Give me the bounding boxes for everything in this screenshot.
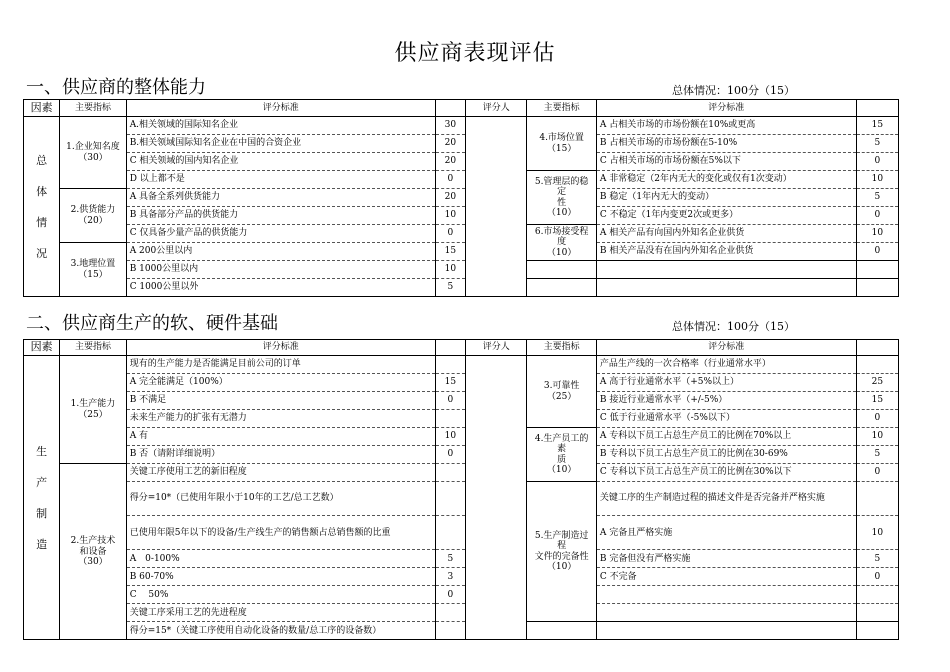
criteria-cell: B 60-70% bbox=[126, 568, 435, 586]
criteria-cell: B 接近行业通常水平（+/-5%） bbox=[596, 392, 856, 410]
criteria-cell: C 相关领域的国内知名企业 bbox=[126, 153, 435, 171]
header-factor: 因素 bbox=[24, 340, 60, 356]
main-indicator-text: （10） bbox=[546, 562, 577, 573]
criteria-cell: A 具备全系列供货能力 bbox=[126, 189, 435, 207]
score-cell: 3 bbox=[435, 568, 465, 586]
section-2-summary: 总体情况：100分（15） bbox=[672, 320, 795, 333]
criteria-cell: D 以上都不是 bbox=[126, 171, 435, 189]
page-title: 供应商表现评估 bbox=[394, 41, 556, 66]
score-cell: 10 bbox=[435, 428, 465, 446]
criteria-cell: 关键工序的生产制造过程的描述文件是否完备并严格实施 bbox=[596, 482, 856, 516]
main-indicator-cell bbox=[527, 428, 596, 482]
main-indicator-text: （25） bbox=[78, 409, 108, 420]
criteria-cell bbox=[596, 586, 856, 604]
main-indicator-text: （20） bbox=[78, 215, 108, 226]
criteria-cell: C 仅具备少量产品的供货能力 bbox=[126, 225, 435, 243]
score-cell: 25 bbox=[856, 374, 898, 392]
header-score-blank bbox=[435, 100, 465, 117]
score-cell: 5 bbox=[856, 550, 898, 568]
score-cell: 10 bbox=[856, 225, 898, 243]
main-indicator-text: 5.生产制造过程 bbox=[534, 531, 589, 552]
main-indicator-text: 文件的完备性 bbox=[534, 551, 589, 562]
score-cell: 10 bbox=[856, 428, 898, 446]
score-cell: 5 bbox=[435, 279, 465, 297]
criteria-cell: A 占相关市场的市场份额在10%或更高 bbox=[596, 117, 856, 135]
score-cell bbox=[435, 410, 465, 428]
header-criteria: 评分标准 bbox=[126, 100, 435, 117]
empty-cell bbox=[527, 279, 596, 297]
criteria-cell: C 50% bbox=[126, 586, 435, 604]
main-indicator-cell bbox=[527, 171, 596, 225]
factor-cell bbox=[24, 117, 60, 297]
score-cell: 0 bbox=[856, 153, 898, 171]
score-cell: 0 bbox=[435, 171, 465, 189]
table-row bbox=[24, 279, 899, 297]
empty-cell bbox=[856, 261, 898, 279]
score-cell: 0 bbox=[856, 207, 898, 225]
table-row bbox=[24, 207, 899, 225]
criteria-cell: B 否（请附详细说明） bbox=[126, 446, 435, 464]
table-row bbox=[24, 243, 899, 261]
main-indicator-text: 4.生产员工的素 bbox=[534, 433, 589, 455]
criteria-cell: A 有 bbox=[126, 428, 435, 446]
table-row bbox=[24, 374, 899, 392]
score-cell bbox=[856, 356, 898, 374]
score-cell: 10 bbox=[435, 207, 465, 225]
score-cell bbox=[856, 586, 898, 604]
main-indicator-cell bbox=[527, 117, 596, 171]
empty-cell bbox=[527, 261, 596, 279]
criteria-cell: B 完备但没有严格实施 bbox=[596, 550, 856, 568]
header-criteria: 评分标准 bbox=[596, 340, 856, 356]
header-criteria: 评分标准 bbox=[596, 100, 856, 117]
main-indicator-cell bbox=[60, 117, 126, 189]
main-indicator-text: 4.市场位置 bbox=[539, 133, 584, 144]
score-cell: 5 bbox=[856, 446, 898, 464]
criteria-cell: A 高于行业通常水平（+5%以上） bbox=[596, 374, 856, 392]
empty-cell bbox=[596, 622, 856, 640]
table-row bbox=[24, 622, 899, 640]
factor-char: 制 bbox=[36, 506, 48, 520]
table-row bbox=[24, 410, 899, 428]
main-indicator-text: （30） bbox=[78, 556, 108, 567]
main-indicator-text: 3.地理位置 bbox=[70, 259, 116, 270]
score-cell bbox=[435, 604, 465, 622]
criteria-cell: 产品生产线的一次合格率（行业通常水平） bbox=[596, 356, 856, 374]
table-row bbox=[24, 171, 899, 189]
criteria-cell: C 专科以下员工占总生产员工的比例在30%以下 bbox=[596, 464, 856, 482]
main-indicator-cell bbox=[60, 356, 126, 464]
criteria-cell bbox=[596, 604, 856, 622]
score-cell: 15 bbox=[435, 243, 465, 261]
header-evaluator: 评分人 bbox=[466, 100, 527, 117]
table-row bbox=[24, 189, 899, 207]
table-row bbox=[24, 135, 899, 153]
table-row bbox=[24, 482, 899, 516]
main-indicator-text: 性 bbox=[557, 197, 567, 208]
factor-char: 情 bbox=[36, 215, 48, 229]
main-indicator-text: （10） bbox=[546, 464, 577, 475]
main-indicator-cell bbox=[60, 189, 126, 243]
score-cell: 15 bbox=[435, 374, 465, 392]
table-row bbox=[24, 516, 899, 550]
factor-char: 总 bbox=[36, 153, 48, 167]
score-cell: 20 bbox=[435, 135, 465, 153]
main-indicator-text: 2.供货能力 bbox=[70, 205, 116, 216]
score-cell bbox=[435, 622, 465, 640]
criteria-cell: C 不完备 bbox=[596, 568, 856, 586]
header-main-indicator: 主要指标 bbox=[60, 100, 126, 117]
main-indicator-text: 质 bbox=[557, 454, 567, 465]
score-cell: 20 bbox=[435, 189, 465, 207]
criteria-cell: A 相关产品有向国内外知名企业供货 bbox=[596, 225, 856, 243]
criteria-cell: 关键工序使用工艺的新旧程度 bbox=[126, 464, 435, 482]
score-cell: 10 bbox=[435, 261, 465, 279]
score-cell: 0 bbox=[435, 586, 465, 604]
table-row bbox=[24, 604, 899, 622]
header-main-indicator: 主要指标 bbox=[60, 340, 126, 356]
table-row bbox=[24, 446, 899, 464]
main-indicator-cell bbox=[60, 243, 126, 297]
table-row bbox=[24, 568, 899, 586]
score-cell: 5 bbox=[856, 189, 898, 207]
main-indicator-text: （15） bbox=[546, 143, 577, 154]
factor-cell bbox=[24, 356, 60, 640]
main-indicator-text: 2.生产技术 bbox=[70, 536, 116, 547]
criteria-cell: B 稳定（1年内无大的变动） bbox=[596, 189, 856, 207]
main-indicator-text: 3.可靠性 bbox=[543, 381, 580, 392]
criteria-cell: A 完备且严格实施 bbox=[596, 516, 856, 550]
score-cell: 10 bbox=[856, 516, 898, 550]
criteria-cell: 得分=15*（关键工序使用自动化设备的数量/总工序的设备数） bbox=[126, 622, 435, 640]
criteria-cell: C 低于行业通常水平（-5%以下） bbox=[596, 410, 856, 428]
table-row bbox=[24, 550, 899, 568]
criteria-cell: B.相关领域国际知名企业在中国的合资企业 bbox=[126, 135, 435, 153]
section-2-heading: 二、供应商生产的软、硬件基础 bbox=[26, 313, 278, 334]
score-cell: 15 bbox=[856, 117, 898, 135]
main-indicator-text: 1.生产能力 bbox=[70, 399, 116, 410]
score-cell: 0 bbox=[435, 392, 465, 410]
factor-char: 生 bbox=[36, 444, 48, 458]
criteria-cell: B 1000公里以内 bbox=[126, 261, 435, 279]
score-cell: 0 bbox=[435, 225, 465, 243]
empty-cell bbox=[527, 622, 596, 640]
factor-char: 造 bbox=[36, 537, 48, 551]
score-cell bbox=[435, 464, 465, 482]
table-row bbox=[24, 586, 899, 604]
score-cell bbox=[435, 482, 465, 516]
criteria-cell: B 占相关市场的市场份额在5-10% bbox=[596, 135, 856, 153]
table-row bbox=[24, 153, 899, 171]
criteria-cell: 关键工序采用工艺的先进程度 bbox=[126, 604, 435, 622]
section-1-summary: 总体情况：100分（15） bbox=[672, 84, 795, 97]
main-indicator-text: 5.管理层的稳定 bbox=[534, 176, 589, 198]
criteria-cell: A 完全能满足（100%） bbox=[126, 374, 435, 392]
header-score-blank bbox=[856, 340, 898, 356]
score-cell: 5 bbox=[435, 550, 465, 568]
main-indicator-cell bbox=[527, 356, 596, 428]
factor-char: 产 bbox=[36, 475, 48, 489]
criteria-cell: A 非常稳定（2年内无大的变化或仅有1次变动） bbox=[596, 171, 856, 189]
score-cell: 0 bbox=[435, 446, 465, 464]
score-cell: 30 bbox=[435, 117, 465, 135]
section-1-heading: 一、供应商的整体能力 bbox=[26, 77, 206, 98]
main-indicator-text: 和设备 bbox=[79, 546, 107, 557]
score-cell: 0 bbox=[856, 410, 898, 428]
empty-cell bbox=[856, 622, 898, 640]
table-row bbox=[24, 117, 899, 135]
score-cell bbox=[856, 482, 898, 516]
criteria-cell: C 占相关市场的市场份额在5%以下 bbox=[596, 153, 856, 171]
score-cell bbox=[856, 604, 898, 622]
criteria-cell: 现有的生产能力是否能满足目前公司的订单 bbox=[126, 356, 435, 374]
header-criteria: 评分标准 bbox=[126, 340, 435, 356]
criteria-cell: B 专科以下员工占总生产员工的比例在30-69% bbox=[596, 446, 856, 464]
section-2-table bbox=[23, 339, 899, 640]
header-main-indicator: 主要指标 bbox=[527, 100, 596, 117]
empty-cell bbox=[596, 261, 856, 279]
criteria-cell: B 具备部分产品的供货能力 bbox=[126, 207, 435, 225]
main-indicator-text: （15） bbox=[78, 269, 108, 280]
header-score-blank bbox=[435, 340, 465, 356]
empty-cell bbox=[856, 279, 898, 297]
factor-char: 况 bbox=[36, 246, 48, 260]
section-1-table bbox=[23, 99, 899, 297]
criteria-cell: C 不稳定（1年内变更2次或更多） bbox=[596, 207, 856, 225]
main-indicator-text: （25） bbox=[546, 391, 577, 402]
header-main-indicator: 主要指标 bbox=[527, 340, 596, 356]
evaluator-cell[interactable] bbox=[466, 356, 527, 640]
score-cell: 0 bbox=[856, 243, 898, 261]
criteria-cell: A 0-100% bbox=[126, 550, 435, 568]
main-indicator-cell bbox=[527, 482, 596, 622]
criteria-cell: A.相关领域的国际知名企业 bbox=[126, 117, 435, 135]
score-cell: 0 bbox=[856, 464, 898, 482]
header-evaluator: 评分人 bbox=[466, 340, 527, 356]
header-row bbox=[24, 340, 899, 356]
header-score-blank bbox=[856, 100, 898, 117]
score-cell: 10 bbox=[856, 171, 898, 189]
criteria-cell: 得分=10*（已使用年限小于10年的工艺/总工艺数） bbox=[126, 482, 435, 516]
criteria-cell: B 不满足 bbox=[126, 392, 435, 410]
header-factor: 因素 bbox=[24, 100, 60, 117]
main-indicator-text: （10） bbox=[546, 247, 577, 258]
main-indicator-text: 1.企业知名度 bbox=[66, 142, 120, 153]
criteria-cell: 已使用年限5年以下的设备/生产线生产的销售额占总销售额的比重 bbox=[126, 516, 435, 550]
criteria-cell: C 1000公里以外 bbox=[126, 279, 435, 297]
header-row bbox=[24, 100, 899, 117]
table-row bbox=[24, 356, 899, 374]
table-row bbox=[24, 261, 899, 279]
score-cell: 5 bbox=[856, 135, 898, 153]
main-indicator-cell bbox=[60, 464, 126, 640]
main-indicator-text: 6.市场接受程度 bbox=[534, 226, 589, 248]
table-row bbox=[24, 392, 899, 410]
criteria-cell: A 200公里以内 bbox=[126, 243, 435, 261]
factor-char: 体 bbox=[36, 184, 48, 198]
score-cell bbox=[435, 516, 465, 550]
table-row bbox=[24, 225, 899, 243]
evaluator-cell[interactable] bbox=[466, 117, 527, 297]
table-row bbox=[24, 464, 899, 482]
main-indicator-text: （30） bbox=[78, 152, 108, 163]
score-cell bbox=[435, 356, 465, 374]
main-indicator-cell bbox=[527, 225, 596, 261]
empty-cell bbox=[596, 279, 856, 297]
score-cell: 0 bbox=[856, 568, 898, 586]
table-row bbox=[24, 428, 899, 446]
criteria-cell: A 专科以下员工占总生产员工的比例在70%以上 bbox=[596, 428, 856, 446]
criteria-cell: 未来生产能力的扩张有无潜力 bbox=[126, 410, 435, 428]
score-cell: 20 bbox=[435, 153, 465, 171]
criteria-cell: B 相关产品没有在国内外知名企业供货 bbox=[596, 243, 856, 261]
main-indicator-text: （10） bbox=[546, 207, 577, 218]
score-cell: 15 bbox=[856, 392, 898, 410]
